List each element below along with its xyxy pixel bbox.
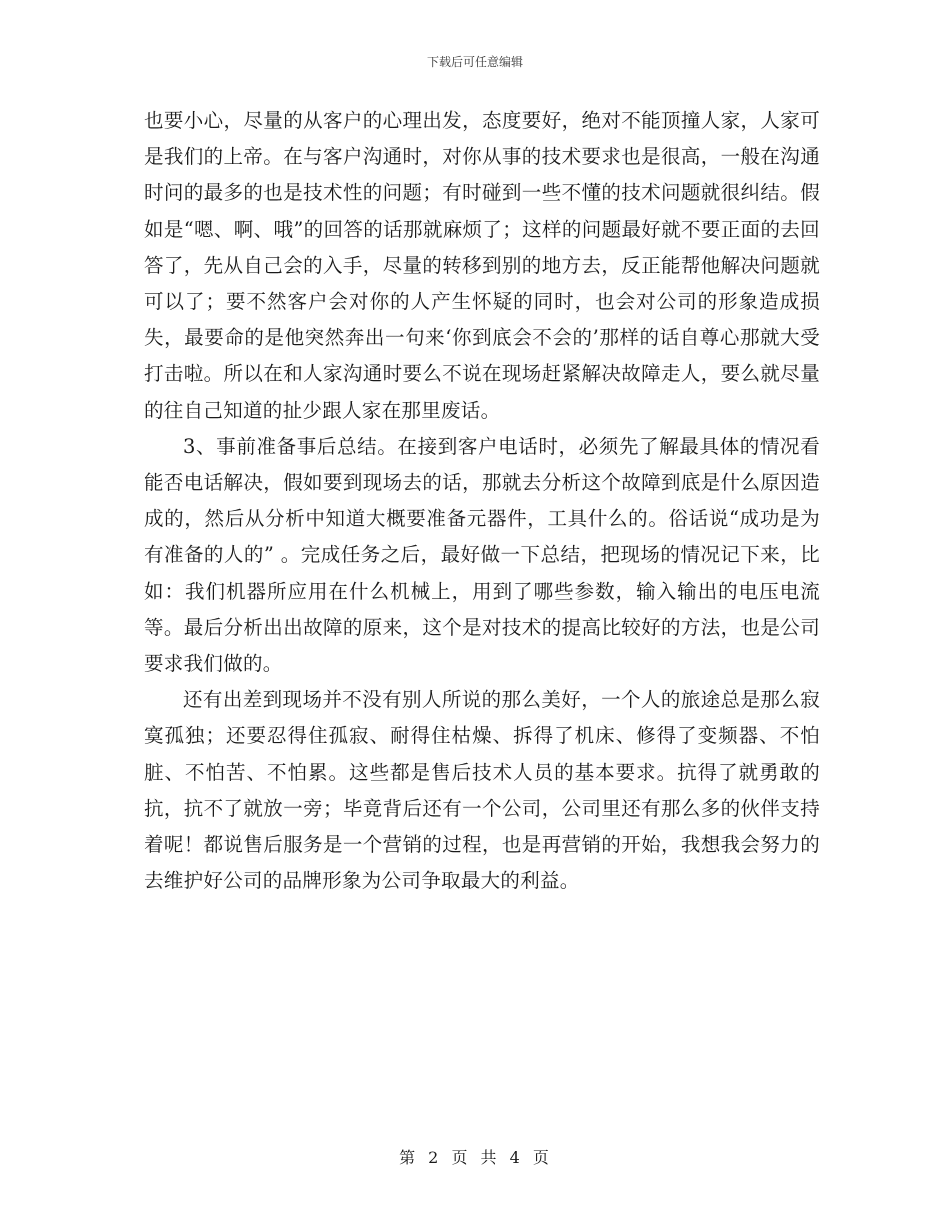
paragraph-3: 还有出差到现场并不没有别人所说的那么美好，一个人的旅途总是那么寂寞孤独；还要忍得住孤寂、耐得住枯燥、拆得了机床、修得了变频器、不怕脏、不怕苦、不怕累。这些都是售后技术人员的基本要求。抗得了就勇敢的抗，抗不了就放一旁；毕竟背后还有一个公司，公司里还有那么多的伙伴支持着呢！都说售后服务是一个营销的过程，也是再营销的开始，我想我会努力的去维护好公司的品牌形象为公司争取最大的利益。 — [144, 688, 820, 893]
paragraph-2: 3、事前准备事后总结。在接到客户电话时，必须先了解最具体的情况看能否电话解决，假如要到现场去的话，那就去分析这个故障到底是什么原因造成的，然后从分析中知道大概要准备元器件，工具什么的。俗话说“成功是为有准备的人的” 。完成任务之后，最好做一下总结，把现场的情况记下来，比如：我们机器所应用在什么机械上，用到了哪些参数，输入输出的电压电流等。最后分析出出故障的原来，这个是对技术的提高比较好的方法，也是公司要求我们做的。 — [144, 434, 820, 676]
paragraph-1: 也要小心，尽量的从客户的心理出发，态度要好，绝对不能顶撞人家，人家可是我们的上帝。在与客户沟通时，对你从事的技术要求也是很高，一般在沟通时问的最多的也是技术性的问题；有时碰到一些不懂的技术问题就很纠结。假如是“嗯、啊、哦”的回答的话那就麻烦了；这样的问题最好就不要正面的去回答了，先从自己会的入手，尽量的转移到别的地方去，反正能帮他解决问题就可以了；要不然客户会对你的人产生怀疑的同时，也会对公司的形象造成损失，最要命的是他突然奔出一句来‘你到底会不会的’那样的话自尊心那就大受打击啦。所以在和人家沟通时要么不说在现场赶紧解决故障走人，要么就尽量的往自己知道的扯少跟人家在那里废话。 — [144, 109, 820, 422]
page-number-footer: 第 2 页 共 4 页 — [399, 1148, 551, 1167]
document-body — [144, 103, 820, 899]
page-header-note: 下载后可任意编辑 — [426, 55, 523, 69]
